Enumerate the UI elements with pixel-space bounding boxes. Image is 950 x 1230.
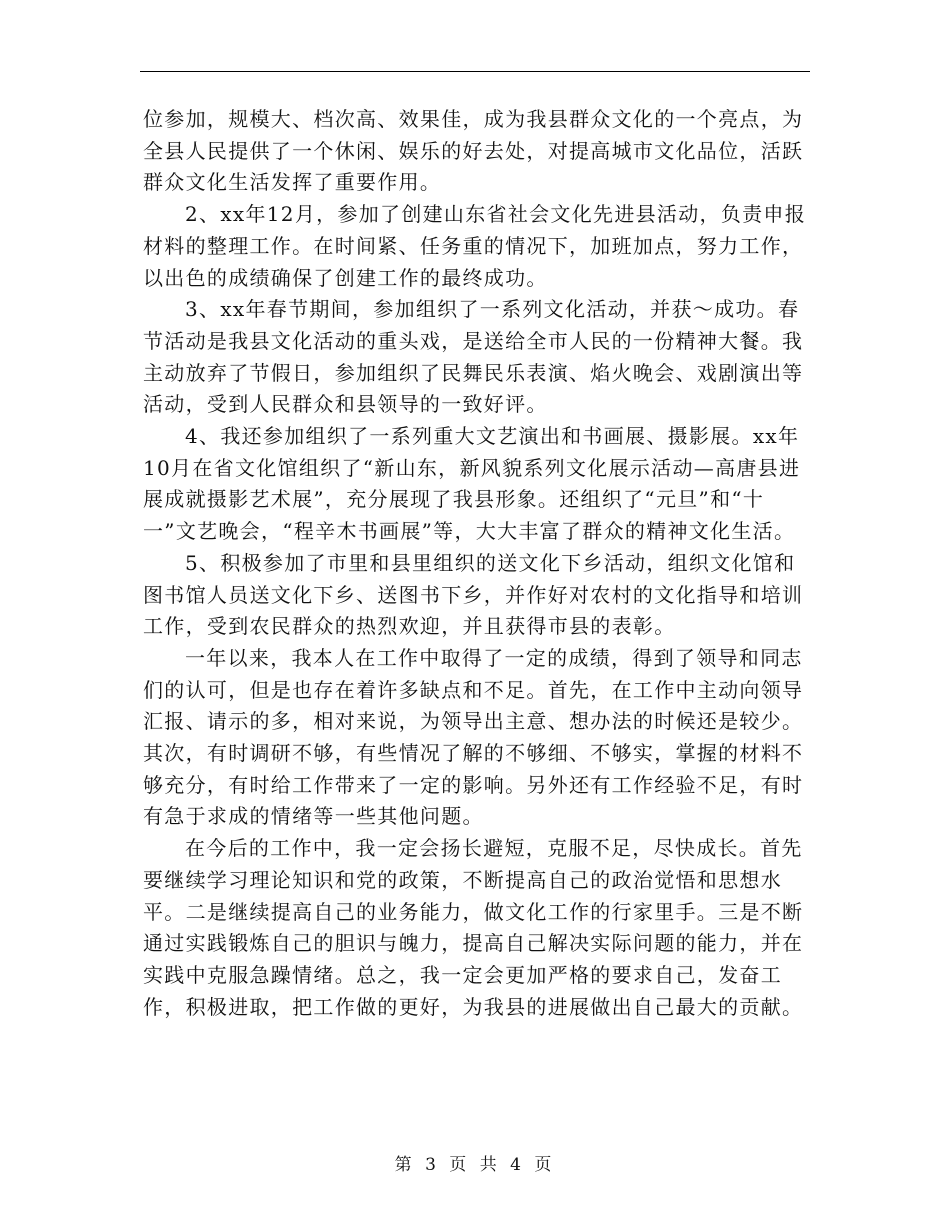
paragraph-item-2: 2、xx年12月，参加了创建山东省社会文化先进县活动，负责申报材料的整理工作。在时间紧、任务重的情况下，加班加点，努力工作，以出色的成绩确保了创建工作的最终成功。 xyxy=(143,202,807,290)
document-body xyxy=(143,104,813,1023)
paragraph-item-4: 4、我还参加组织了一系列重大文艺演出和书画展、摄影展。xx年10月在省文化馆组织了“新山东，新风貌系列文化展示活动—高唐县进展成就摄影艺术展”，充分展现了我县形象。还组织了“元旦”和“十一”文艺晚会，“程辛木书画展”等，大大丰富了群众的精神文化生活。 xyxy=(143,424,801,544)
paragraph-item-3: 3、xx年春节期间，参加组织了一系列文化活动，并获～成功。春节活动是我县文化活动的重头戏，是送给全市人民的一份精神大餐。我主动放弃了节假日，参加组织了民舞民乐表演、焰火晚会、戏剧演出等活动，受到人民群众和县领导的一致好评。 xyxy=(143,297,804,417)
header-rule xyxy=(140,71,810,72)
paragraph-future-plans: 在今后的工作中，我一定会扬长避短，克服不足，尽快成长。首先要继续学习理论知识和党的政策，不断提高自己的政治觉悟和思想水平。二是继续提高自己的业务能力，做文化工作的行家里手。三是不断通过实践锻炼自己的胆识与魄力，提高自己解决实际问题的能力，并在实践中克服急躁情绪。总之，我一定会更加严格的要求自己，发奋工作，积极进取，把工作做的更好，为我县的进展做出自己最大的贡献。 xyxy=(143,836,804,1019)
paragraph-shortcomings: 一年以来，我本人在工作中取得了一定的成绩，得到了领导和同志们的认可，但是也存在着许多缺点和不足。首先，在工作中主动向领导汇报、请示的多，相对来说，为领导出主意、想办法的时候还是较少。其次，有时调研不够，有些情况了解的不够细、不够实，掌握的材料不够充分，有时给工作带来了一定的影响。另外还有工作经验不足，有时有急于求成的情绪等一些其他问题。 xyxy=(143,645,804,829)
paragraph-item-5: 5、积极参加了市里和县里组织的送文化下乡活动，组织文化馆和图书馆人员送文化下乡、送图书下乡，并作好对农村的文化指导和培训工作，受到农民群众的热烈欢迎，并且获得市县的表彰。 xyxy=(143,550,804,639)
page-number-footer: 第 3 页 共 4 页 xyxy=(394,1155,556,1175)
paragraph-continuation: 位参加，规模大、档次高、效果佳，成为我县群众文化的一个亮点，为全县人民提供了一个休闲、娱乐的好去处，对提高城市文化品位，活跃群众文化生活发挥了重要作用。 xyxy=(143,107,804,195)
